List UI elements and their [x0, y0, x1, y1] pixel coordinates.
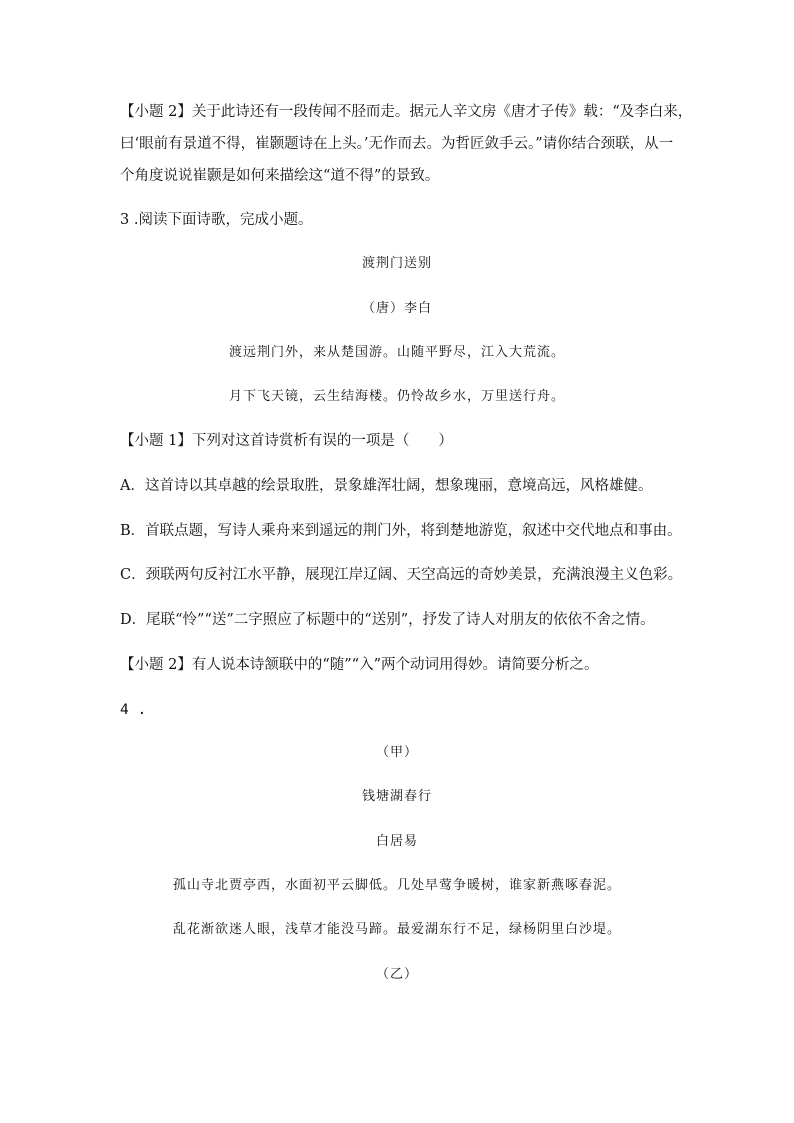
q3-option-c: C．颈联两句反衬江水平静，展现江岸辽阔、天空高远的奇妙美景，充满浪漫主义色彩。: [120, 567, 683, 583]
q2-intro-line-1: 【小题 2】关于此诗还有一段传闻不胫而走。据元人辛文房《唐才子传》载：“及李白来，: [120, 104, 693, 120]
q3-poem-title: 渡荆门送别: [361, 256, 432, 271]
q3-heading: 3 .阅读下面诗歌，完成小题。: [120, 212, 313, 228]
q3-sub-question-1: 【小题 1】下列对这首诗赏析有误的一项是（ ）: [120, 433, 453, 449]
q4-part-b-label: （乙）: [375, 967, 418, 982]
q4-poem-title: 钱塘湖春行: [361, 789, 432, 804]
q3-option-a: A．这首诗以其卓越的绘景取胜，景象雄浑壮阔，想象瑰丽，意境高远，风格雄健。: [120, 478, 653, 494]
q3-poem-author: （唐）李白: [361, 301, 432, 316]
q4-part-a-label: （甲）: [375, 745, 418, 760]
q3-sub-question-2: 【小题 2】有人说本诗颔联中的“随”“入”两个动词用得妙。请简要分析之。: [120, 657, 599, 673]
q4-poem-author: 白居易: [375, 834, 418, 849]
q3-poem-line-1: 渡远荆门外，来从楚国游。山随平野尽，江入大荒流。: [228, 345, 565, 360]
q2-intro-line-3: 个角度说说崔颢是如何来描绘这“道不得”的景致。: [120, 168, 440, 184]
q4-poem-line-2: 乱花渐欲迷人眼，浅草才能没马蹄。最爱湖东行不足，绿杨阴里白沙堤。: [172, 922, 621, 937]
q3-option-d: D．尾联“怜”“送”二字照应了标题中的“送别”，抒发了诗人对朋友的依依不舍之情。: [120, 612, 655, 628]
q2-intro-line-2: 曰‘眼前有景道不得，崔颢题诗在上头。’无作而去。为哲匠敛手云。”请你结合颈联，从一: [120, 136, 674, 152]
q3-option-b: B．首联点题，写诗人乘舟来到遥远的荆门外，将到楚地游览，叙述中交代地点和事由。: [120, 523, 682, 539]
q4-heading: 4 .: [120, 702, 147, 718]
q3-poem-line-2: 月下飞天镜，云生结海楼。仍怜故乡水，万里送行舟。: [228, 389, 565, 404]
q4-poem-line-1: 孤山寺北贾亭西，水面初平云脚低。几处早莺争暖树，谁家新燕啄春泥。: [172, 878, 621, 893]
